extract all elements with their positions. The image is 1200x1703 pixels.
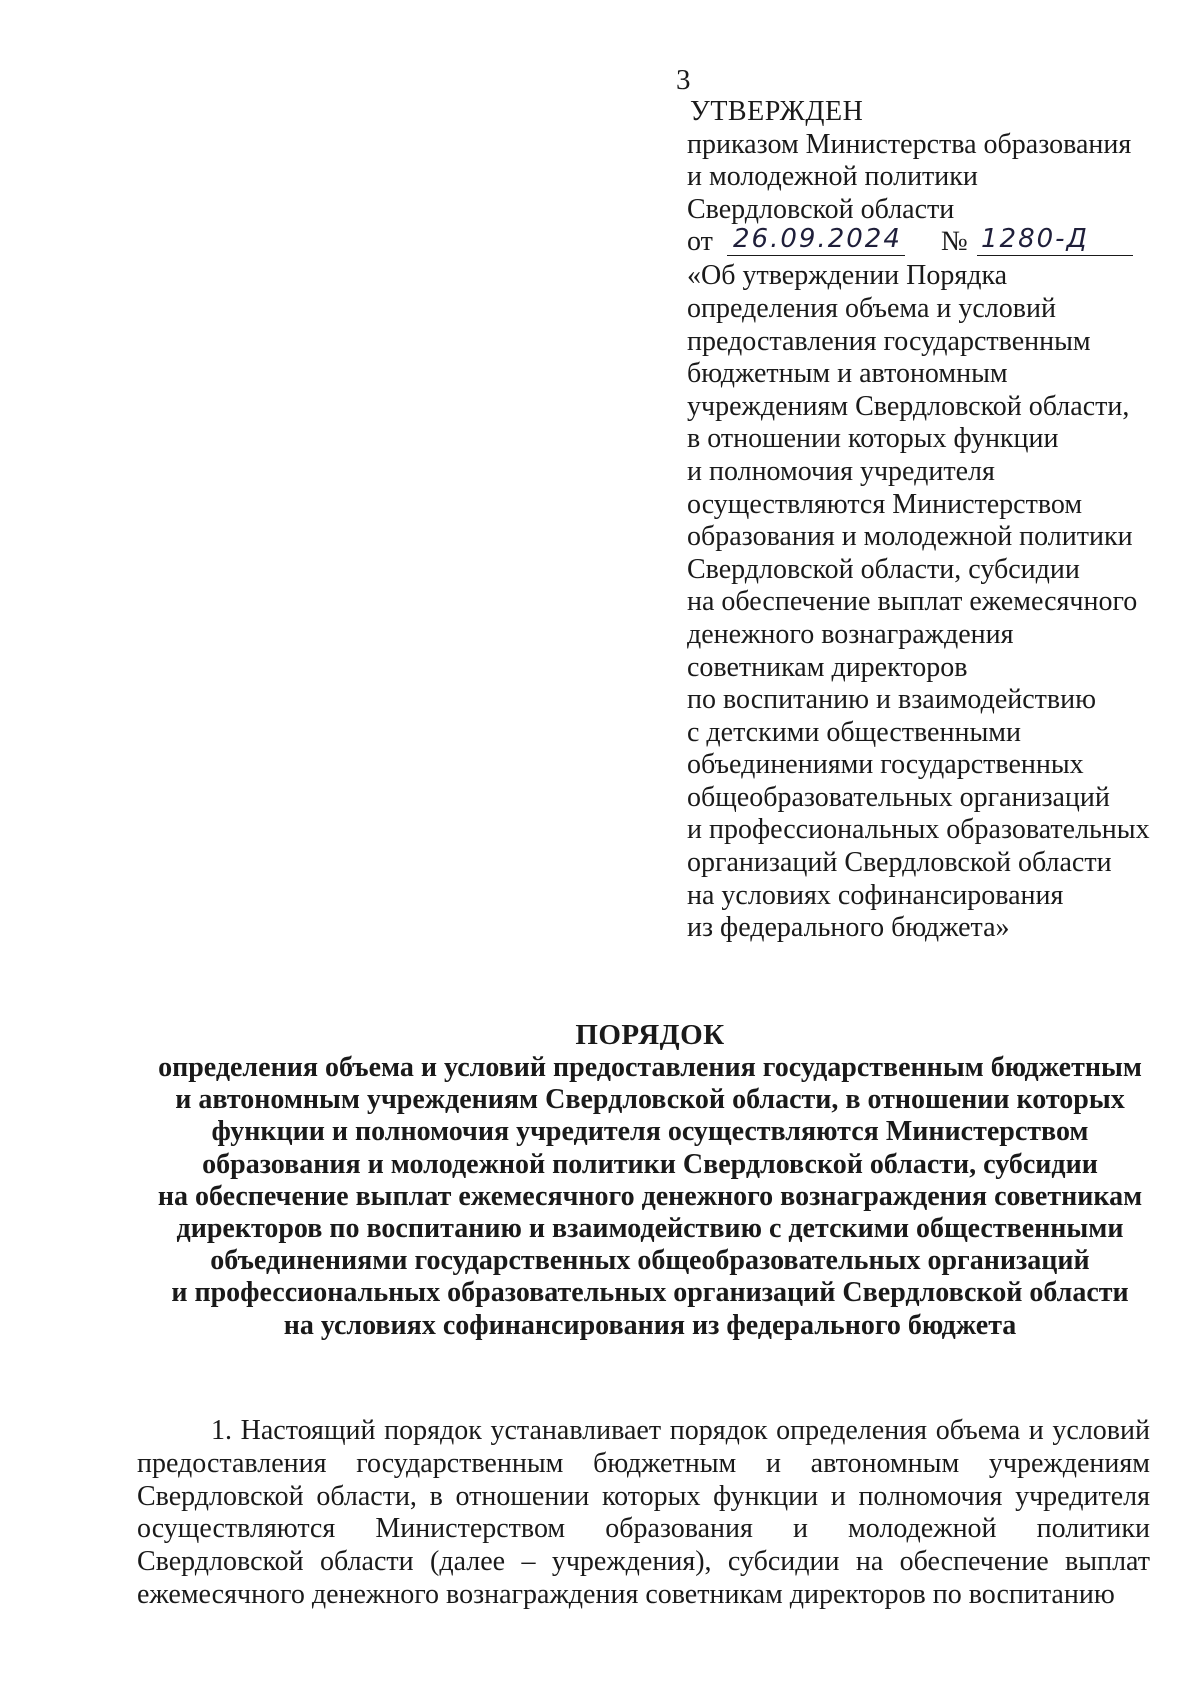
document-subtitle-line: объединениями государственных общеобразовательных организаций bbox=[210, 1245, 1090, 1277]
order-name-line: из федерального бюджета» bbox=[687, 912, 1010, 944]
order-name-line: Свердловской области, субсидии bbox=[687, 553, 1080, 585]
order-name-line: советникам директоров bbox=[687, 651, 968, 683]
approval-line: Свердловской области bbox=[687, 193, 955, 225]
document-subtitle-line: функции и полномочия учредителя осуществляются Министерством bbox=[211, 1116, 1089, 1148]
order-name-line: и профессиональных образовательных bbox=[687, 814, 1150, 846]
order-name-line: по воспитанию и взаимодействию bbox=[687, 684, 1097, 716]
approval-line: приказом Министерства образования bbox=[687, 128, 1132, 160]
handwritten-date: 26.09.2024 bbox=[727, 223, 905, 256]
order-name-line: «Об утверждении Порядка bbox=[687, 260, 1008, 292]
order-name-line: и полномочия учредителя bbox=[687, 455, 995, 487]
document-subtitle-line: и профессиональных образовательных организаций Свердловской области bbox=[171, 1277, 1129, 1309]
order-name-line: осуществляются Министерством bbox=[687, 488, 1083, 520]
body-paragraph-1: 1. Настоящий порядок устанавливает порядок определения объема и условий предоставления государственным бюджетным и автономным учреждениям Свердловской области, в отношении которых функции и полномочия учредителя осуществляются Министерством образования и молодежной политики Свердловской области (далее – учреждения), субсидии на обеспечение выплат ежемесячного денежного вознаграждения советникам директоров по воспитанию bbox=[137, 1415, 1150, 1610]
order-name-line: определения объема и условий bbox=[687, 292, 1056, 324]
document-subtitle-line: образования и молодежной политики Свердловской области, субсидии bbox=[202, 1148, 1098, 1180]
order-name-line: денежного вознаграждения bbox=[687, 618, 1014, 650]
document-subtitle-line: определения объема и условий предоставления государственным бюджетным bbox=[158, 1052, 1142, 1083]
approval-line: и молодежной политики bbox=[687, 161, 978, 193]
order-date-number-row bbox=[687, 226, 1187, 260]
order-name-line: образования и молодежной политики bbox=[687, 521, 1133, 553]
document-subtitle-line: директоров по воспитанию и взаимодействию с детскими общественными bbox=[176, 1213, 1124, 1245]
number-label: № bbox=[941, 226, 968, 258]
order-name-line: организаций Свердловской области bbox=[687, 847, 1112, 879]
document-subtitle-line: и автономным учреждениям Свердловской области, в отношении которых bbox=[175, 1084, 1125, 1116]
page-number: 3 bbox=[676, 64, 691, 96]
order-name-line: общеобразовательных организаций bbox=[687, 781, 1110, 813]
order-name-line: бюджетным и автономным bbox=[687, 358, 1008, 390]
order-name-line: на условиях софинансирования bbox=[687, 879, 1064, 911]
document-heading bbox=[90, 1018, 1200, 1342]
date-prefix: от bbox=[687, 226, 713, 258]
order-name-line: в отношении которых функции bbox=[687, 423, 1059, 455]
order-name-line: на обеспечение выплат ежемесячного bbox=[687, 586, 1138, 618]
order-name-line: с детскими общественными bbox=[687, 716, 1021, 748]
order-name-line: объединениями государственных bbox=[687, 749, 1084, 781]
document-title: ПОРЯДОК bbox=[575, 1019, 725, 1051]
approval-stamp-block bbox=[687, 96, 1187, 945]
order-name-line: учреждениям Свердловской области, bbox=[687, 390, 1130, 422]
document-subtitle-line: на обеспечение выплат ежемесячного денежного вознаграждения советникам bbox=[157, 1180, 1143, 1212]
handwritten-order-number: 1280-Д bbox=[977, 223, 1133, 256]
document-subtitle-line: на условиях софинансирования из федерального бюджета bbox=[283, 1309, 1017, 1341]
order-name-line: предоставления государственным bbox=[687, 325, 1091, 357]
approval-title: УТВЕРЖДЕН bbox=[690, 96, 864, 127]
